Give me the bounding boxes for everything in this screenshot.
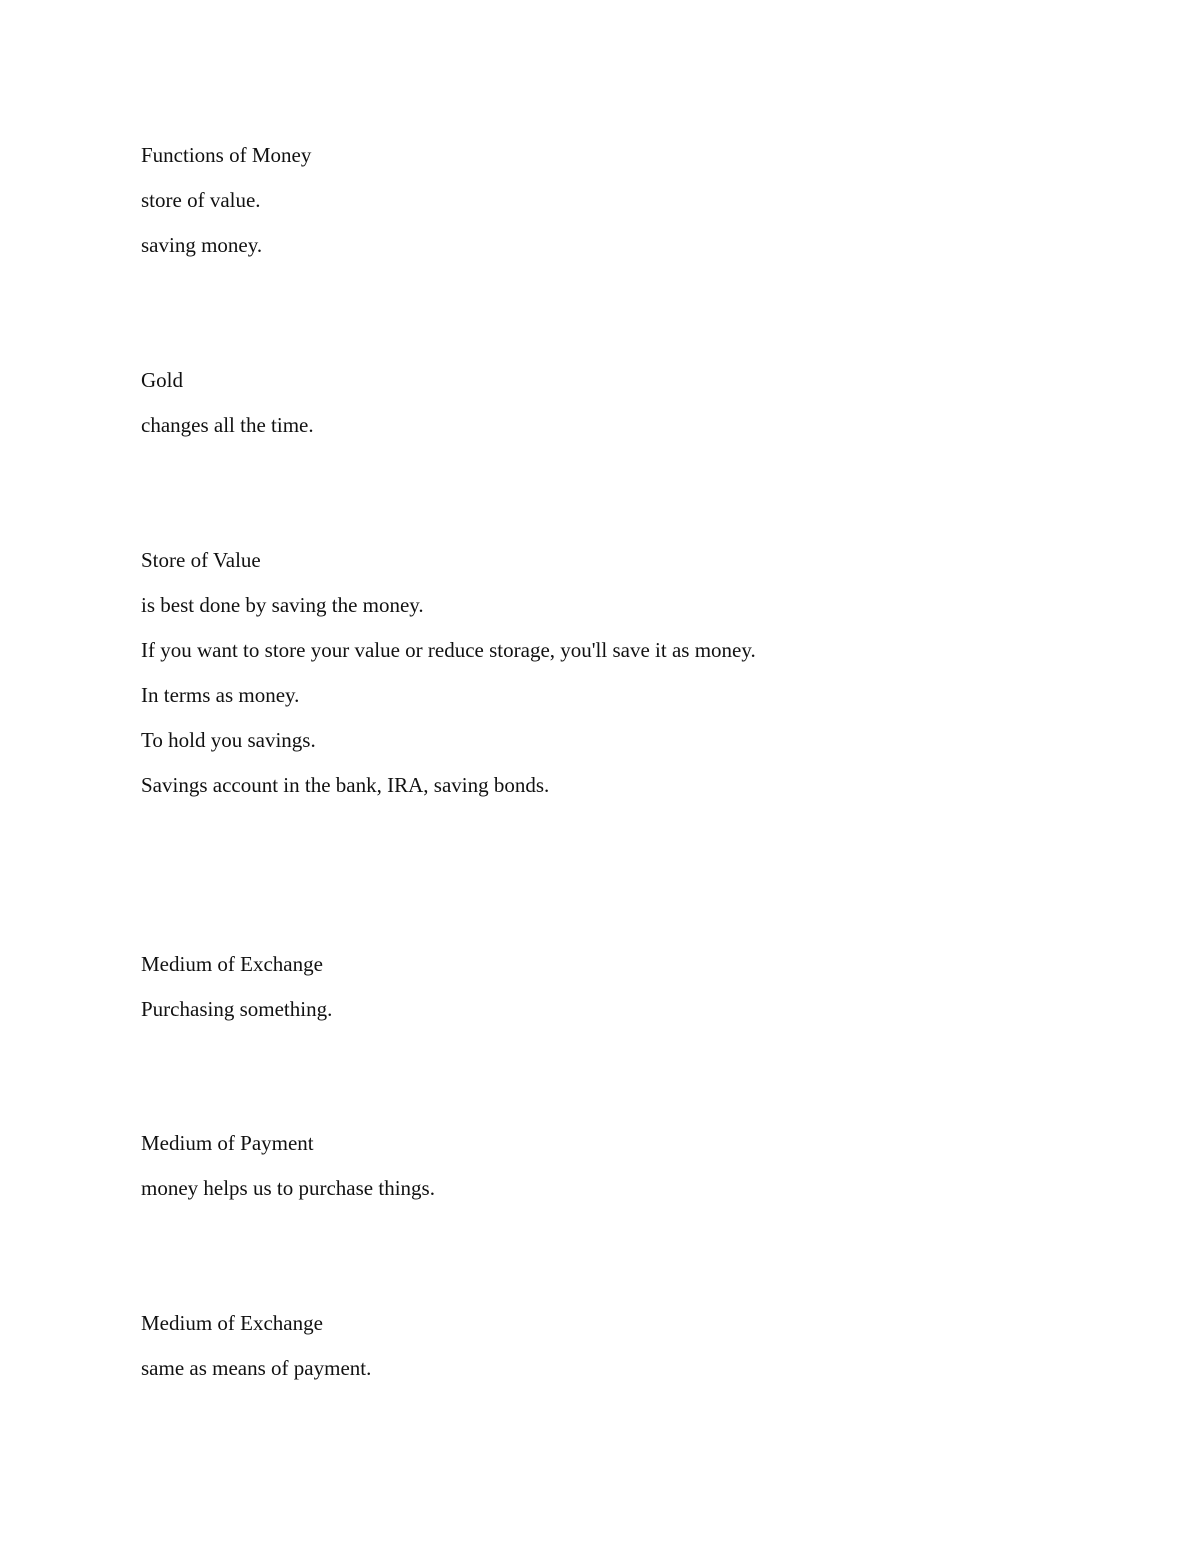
- section-line: money helps us to purchase things.: [141, 1176, 435, 1200]
- section-heading: Functions of Money: [141, 143, 312, 167]
- section-line: In terms as money.: [141, 683, 300, 707]
- section-line: saving money.: [141, 233, 263, 257]
- section-heading: Store of Value: [141, 548, 261, 572]
- section-line: To hold you savings.: [141, 728, 316, 752]
- section-heading: Medium of Exchange: [141, 1311, 323, 1335]
- section-line: changes all the time.: [141, 413, 314, 437]
- section-heading: Medium of Exchange: [141, 952, 323, 976]
- section-heading: Medium of Payment: [141, 1131, 314, 1155]
- section-line: Purchasing something.: [141, 997, 333, 1021]
- section-heading: Gold: [141, 368, 183, 392]
- section-line: Savings account in the bank, IRA, saving bonds.: [141, 773, 550, 797]
- section-line: is best done by saving the money.: [141, 593, 424, 617]
- section-line: same as means of payment.: [141, 1356, 372, 1380]
- section-line: store of value.: [141, 188, 261, 212]
- section-line: If you want to store your value or reduce storage, you'll save it as money.: [141, 638, 756, 662]
